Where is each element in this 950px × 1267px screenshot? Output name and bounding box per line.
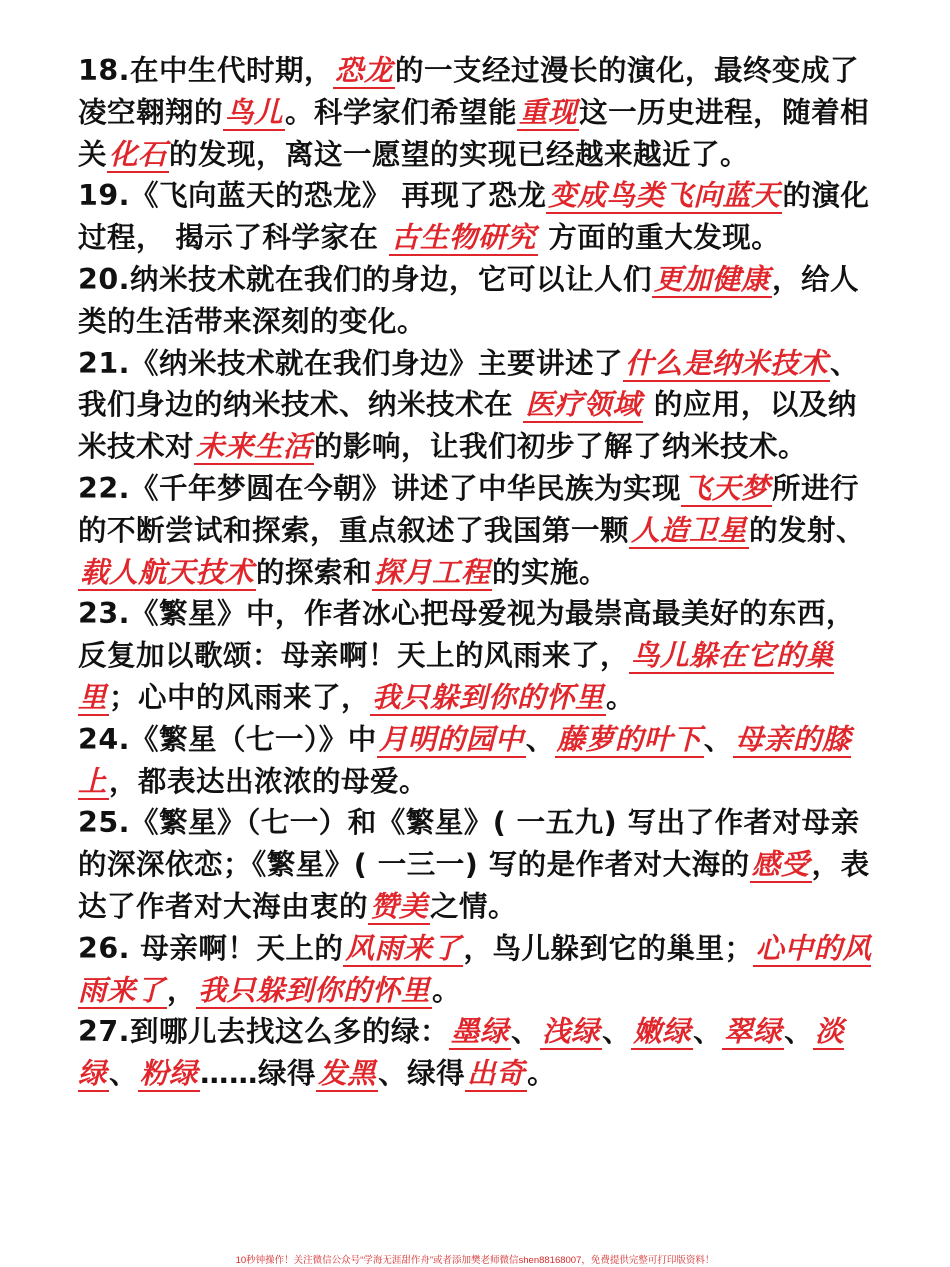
item-26 bbox=[78, 928, 878, 1012]
item-text: 27.到哪儿去找这么多的绿： bbox=[78, 1015, 449, 1049]
item-text: 19.《飞向蓝天的恐龙》 再现了恐龙 bbox=[78, 179, 547, 213]
answer-blank: 医疗领域 bbox=[525, 387, 642, 422]
document-body bbox=[78, 50, 878, 1095]
answer-blank: 变成鸟类飞向蓝天 bbox=[548, 178, 781, 213]
item-18 bbox=[78, 50, 878, 175]
answer-blank: 更加健康 bbox=[654, 261, 771, 296]
answer-blank: 什么是纳米技术 bbox=[625, 345, 829, 380]
answer-blank: 鸟儿躲在它的巢里 bbox=[78, 638, 835, 714]
item-text: 的演化过程， 揭示了科学家在 bbox=[78, 179, 870, 255]
item-25 bbox=[78, 802, 878, 927]
answer-blank: 化石 bbox=[109, 136, 168, 171]
item-23 bbox=[78, 593, 878, 718]
item-text: 的实施。 bbox=[492, 555, 609, 589]
answer-blank: 粉绿 bbox=[140, 1056, 199, 1091]
answer-blank: 嫩绿 bbox=[633, 1014, 692, 1049]
item-text: 、 bbox=[703, 722, 733, 756]
item-text: 、 bbox=[784, 1015, 814, 1049]
answer-blank: 发黑 bbox=[318, 1056, 377, 1091]
answer-blank: 翠绿 bbox=[724, 1014, 783, 1049]
answer-blank: 出奇 bbox=[467, 1056, 526, 1091]
item-text: 的应用，以及纳米技术对 bbox=[78, 388, 857, 464]
answer-blank: 风雨来了 bbox=[345, 930, 462, 965]
item-text: 、 bbox=[525, 722, 555, 756]
item-text: 的一支经过漫长的演化，最终变成了凌空翱翔的 bbox=[78, 54, 860, 129]
answer-blank: 我只躲到你的怀里 bbox=[198, 972, 431, 1007]
answer-blank: 藤萝的叶下 bbox=[556, 721, 702, 756]
item-27 bbox=[78, 1011, 878, 1095]
answer-blank: 赞美 bbox=[370, 888, 429, 923]
item-text: 这一历史进程，随着相关 bbox=[78, 95, 870, 171]
item-text: 的影响，让我们初步了解了纳米技术。 bbox=[314, 430, 808, 464]
item-20 bbox=[78, 259, 878, 343]
item-text: 24.《繁星（七一）》中 bbox=[78, 722, 377, 756]
footer-notice: 10秒钟操作！关注微信公众号“学海无涯甜作舟”或者添加樊老师微信shen88168007，免费提供完整可打印版资料！ bbox=[235, 1255, 715, 1266]
item-text: 25.《繁星》（七一）和《繁星》( 一五九) 写出了作者对母亲的深深依恋；《繁星》( 一三一) 写的是作者对大海的 bbox=[78, 806, 860, 882]
answer-blank: 鸟儿 bbox=[225, 94, 284, 129]
item-text: 、我们身边的纳米技术、纳米技术在 bbox=[78, 346, 860, 422]
answer-blank: 飞天梦 bbox=[683, 470, 771, 505]
answer-blank: 淡绿 bbox=[78, 1014, 845, 1091]
answer-blank: 重现 bbox=[519, 94, 578, 129]
item-text: 的发射、 bbox=[749, 513, 866, 547]
item-text: 、 bbox=[693, 1015, 723, 1049]
answer-blank: 探月工程 bbox=[374, 554, 491, 589]
item-text: 、 bbox=[602, 1015, 632, 1049]
answer-blank: 恐龙 bbox=[335, 53, 394, 87]
item-text: 23.《繁星》中，作者冰心把母爱视为最崇高最美好的东西，反复加以歌颂：母亲啊！天上的风雨来了， bbox=[78, 597, 855, 673]
answer-blank: 我只躲到你的怀里 bbox=[372, 679, 605, 714]
answer-blank: 人造卫星 bbox=[631, 512, 748, 547]
item-text: 、绿得 bbox=[378, 1057, 466, 1091]
item-text: ；心中的风雨来了， bbox=[109, 680, 371, 714]
item-text: 。 bbox=[527, 1057, 557, 1091]
item-text: ……绿得 bbox=[200, 1057, 317, 1091]
answer-blank: 古生物研究 bbox=[390, 220, 536, 255]
item-text: 。科学家们希望能 bbox=[285, 95, 518, 129]
item-text: 、 bbox=[511, 1015, 541, 1049]
item-text: 。 bbox=[432, 973, 462, 1007]
item-text: 所进行的不断尝试和探索，重点叙述了我国第一颗 bbox=[78, 471, 860, 547]
item-24 bbox=[78, 719, 878, 803]
answer-blank: 月明的园中 bbox=[378, 721, 524, 756]
item-text: 之情。 bbox=[430, 889, 518, 923]
item-text: 的发现，离这一愿望的实现已经越来越近了。 bbox=[169, 137, 750, 171]
item-text: 26. 母亲啊！天上的 bbox=[78, 931, 344, 965]
item-text: ，给人类的生活带来深刻的变化。 bbox=[78, 262, 860, 338]
item-text: ， bbox=[167, 973, 197, 1007]
item-text: 20.纳米技术就在我们的身边，它可以让人们 bbox=[78, 262, 652, 296]
answer-blank: 未来生活 bbox=[196, 429, 313, 464]
item-text: 21.《纳米技术就在我们身边》主要讲述了 bbox=[78, 346, 623, 380]
item-21 bbox=[78, 343, 878, 468]
item-text: 22.《千年梦圆在今朝》讲述了中华民族为实现 bbox=[78, 471, 681, 505]
item-text: ，都表达出浓浓的母爱。 bbox=[109, 764, 429, 798]
answer-blank: 浅绿 bbox=[542, 1014, 601, 1049]
item-text: 18.在中生代时期， bbox=[78, 54, 333, 87]
item-19 bbox=[78, 175, 878, 259]
answer-blank: 心中的风雨来了 bbox=[78, 930, 872, 1007]
answer-blank: 母亲的膝上 bbox=[78, 721, 851, 798]
answer-blank: 载人航天技术 bbox=[80, 554, 255, 589]
answer-blank: 墨绿 bbox=[451, 1014, 510, 1049]
item-text: 。 bbox=[606, 680, 636, 714]
item-text: 的探索和 bbox=[256, 555, 373, 589]
answer-blank: 感受 bbox=[751, 847, 810, 882]
item-text: ，鸟儿躲到它的巢里； bbox=[463, 931, 754, 965]
item-22 bbox=[78, 468, 878, 593]
item-text: ，表达了作者对大海由衷的 bbox=[78, 848, 870, 923]
item-text: 、 bbox=[109, 1057, 139, 1091]
item-text: 方面的重大发现。 bbox=[537, 221, 781, 255]
